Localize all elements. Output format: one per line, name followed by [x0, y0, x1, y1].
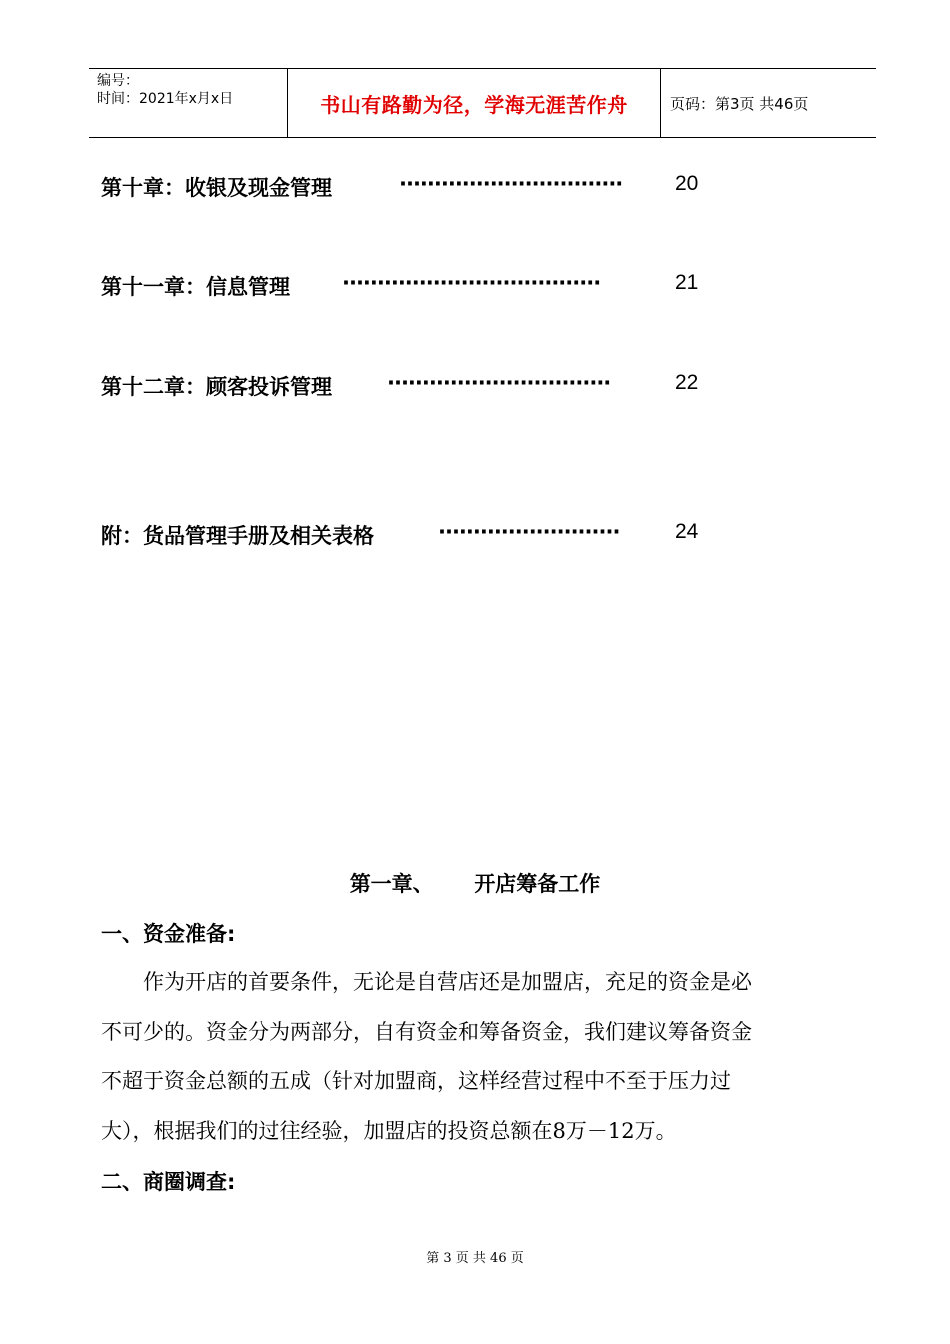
page-footer: 第 3 页 共 46 页: [426, 1251, 524, 1266]
header-meta-cell: [89, 69, 288, 137]
toc-entry-leader: ·····································: [342, 271, 601, 295]
toc-entry-page: 21: [675, 271, 699, 294]
paragraph-line: 大），根据我们的过往经验，加盟店的投资总额在8万－12万。: [101, 1118, 677, 1143]
toc-entry-leader: ································: [387, 371, 611, 395]
section-paragraph-funding: [101, 958, 863, 1156]
chapter-heading: [0, 868, 950, 898]
toc-entry-title: 第十章：收银及现金管理: [101, 176, 332, 200]
document-header: [89, 68, 876, 138]
toc-entry-title: 第十一章：信息管理: [101, 275, 290, 299]
toc-entry-appendix[interactable]: [101, 520, 711, 550]
document-number: 编号：: [97, 73, 139, 89]
paragraph-line: 作为开店的首要条件，无论是自营店还是加盟店，充足的资金是必: [101, 970, 752, 994]
header-motto-cell: [288, 69, 661, 137]
toc-entry-chapter-10[interactable]: [101, 172, 711, 202]
toc-entry-chapter-11[interactable]: [101, 271, 711, 301]
header-motto: 书山有路勤为径，学海无涯苦作舟: [320, 93, 628, 117]
toc-entry-leader: ··························: [438, 520, 620, 544]
header-page-number: 页码：第3页 共46页: [670, 95, 809, 113]
toc-entry-title: 第十二章：顾客投诉管理: [101, 375, 332, 399]
section-heading-funding: 一、资金准备:: [101, 922, 236, 946]
toc-entry-page: 24: [675, 520, 699, 543]
chapter-title: 开店筹备工作: [474, 872, 601, 896]
header-page-cell: [661, 69, 876, 137]
toc-entry-title: 附：货品管理手册及相关表格: [101, 524, 374, 548]
section-heading-trade-area: 二、商圈调查:: [101, 1170, 236, 1194]
toc-entry-chapter-12[interactable]: [101, 371, 711, 401]
paragraph-line: 不可少的。资金分为两部分，自有资金和筹备资金，我们建议筹备资金: [101, 1019, 752, 1044]
toc-entry-page: 22: [675, 371, 699, 394]
document-date: 时间：2021年x月x日: [97, 91, 234, 107]
toc-entry-leader: ································: [399, 172, 623, 196]
toc-entry-page: 20: [675, 172, 699, 195]
paragraph-line: 不超于资金总额的五成（针对加盟商，这样经营过程中不至于压力过: [101, 1069, 731, 1093]
chapter-number: 第一章、: [349, 872, 434, 896]
